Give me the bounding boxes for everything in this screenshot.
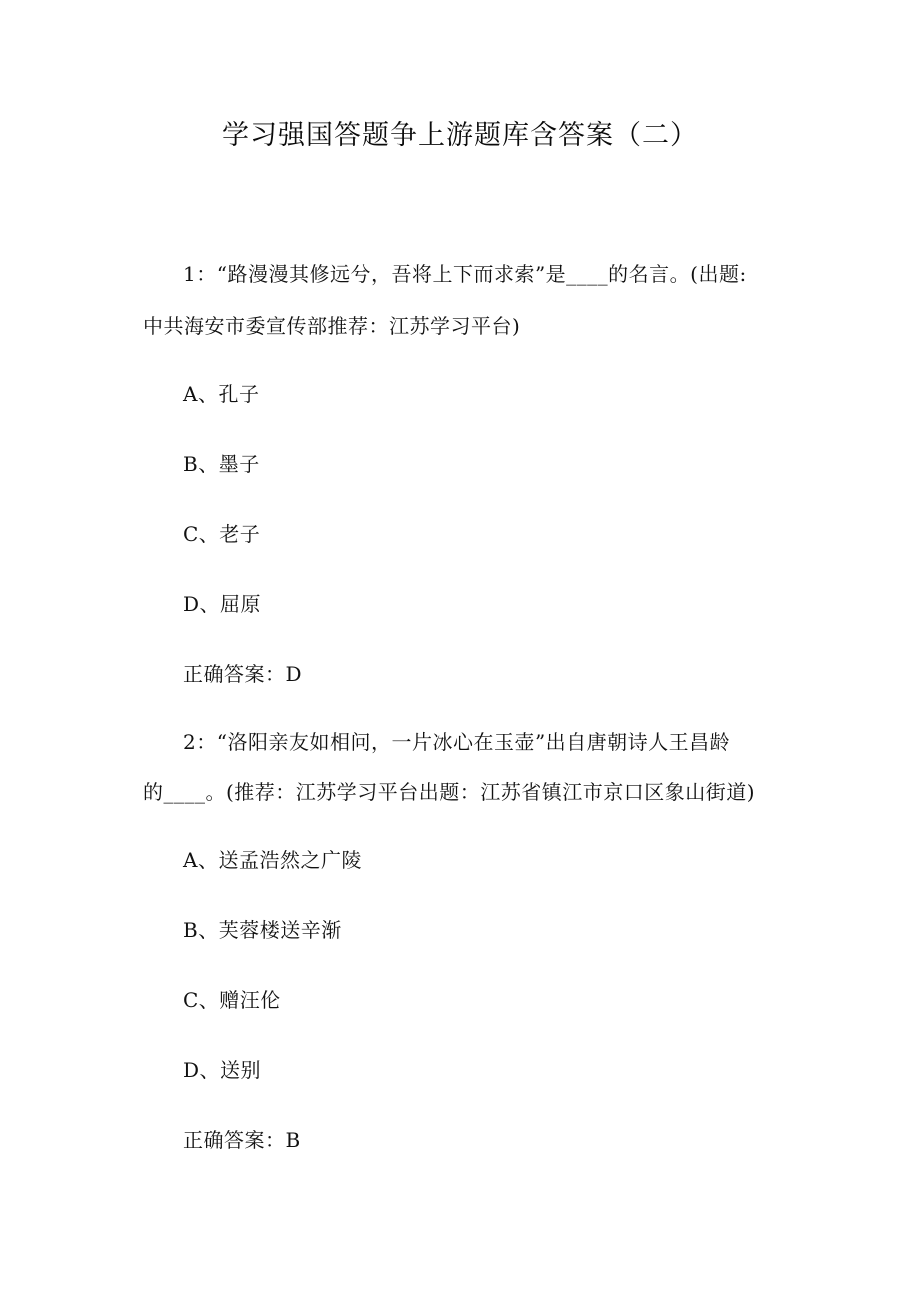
question-2-option-a: A、送孟浩然之广陵 xyxy=(183,848,362,872)
question-2-stem-line-2: 的____。(推荐：江苏学习平台出题：江苏省镇江市京口区象山街道) xyxy=(143,780,756,804)
document-title: 学习强国答题争上游题库含答案（二） xyxy=(222,120,698,151)
question-1-option-c: C、老子 xyxy=(183,522,261,546)
question-2-stem-line-1: 2：“洛阳亲友如相问，一片冰心在玉壶”出自唐朝诗人王昌龄 xyxy=(183,730,731,754)
question-1-option-b: B、墨子 xyxy=(183,452,260,476)
question-1-answer: 正确答案：D xyxy=(183,662,303,686)
question-1-option-a: A、孔子 xyxy=(183,382,260,406)
question-2-option-b: B、芙蓉楼送辛渐 xyxy=(183,918,342,942)
question-2-option-d: D、送别 xyxy=(183,1058,262,1082)
question-2-answer: 正确答案：B xyxy=(183,1128,301,1152)
question-2-option-c: C、赠汪伦 xyxy=(183,988,281,1012)
question-1-stem-line-2: 中共海安市委宣传部推荐：江苏学习平台) xyxy=(143,314,521,338)
question-1-option-d: D、屈原 xyxy=(183,592,262,616)
question-1-stem-line-1: 1：“路漫漫其修远兮，吾将上下而求索”是____的名言。(出题: xyxy=(183,262,747,286)
